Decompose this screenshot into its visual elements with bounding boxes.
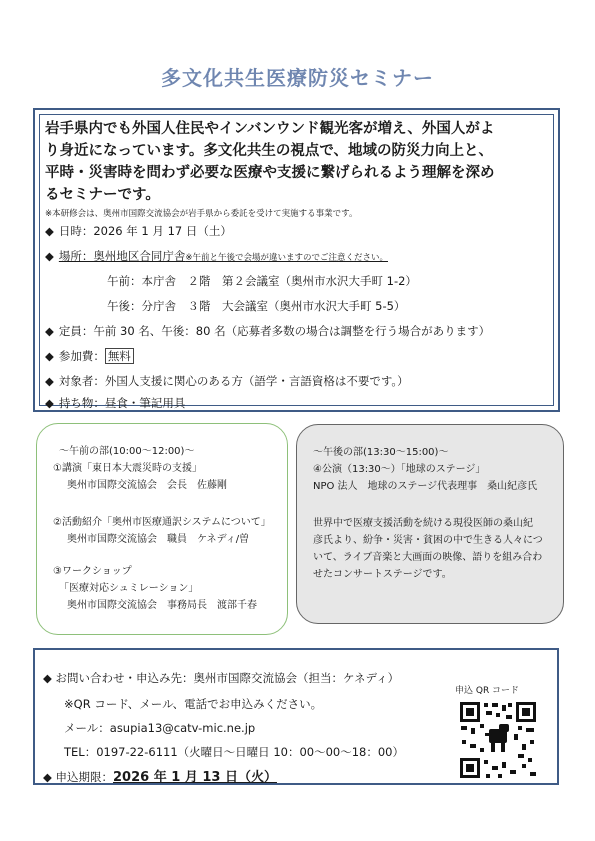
pm-program-4-title: ④公演（13:30～）「地球のステージ」 bbox=[313, 464, 486, 475]
fee-value: 無料 bbox=[105, 348, 134, 364]
place-label: 場所：奥州地区合同庁舎 bbox=[58, 249, 186, 263]
place-note: ※午前と午後で会場が違いますのでご注意ください。 bbox=[185, 253, 388, 263]
diamond-icon: ◆ bbox=[43, 671, 52, 685]
qr-code-label: 申込 QR コード bbox=[455, 686, 520, 696]
target-row bbox=[45, 373, 409, 389]
application-methods: ※QR コード、メール、電話でお申込みください。 bbox=[64, 697, 323, 711]
pm-description-line: 世界中で医療支援活動を続ける現役医師の桑山紀 bbox=[313, 518, 533, 529]
am-program-1-speaker: 奥州市国際交流協会 会長 佐藤剛 bbox=[67, 480, 227, 491]
afternoon-session-box bbox=[296, 424, 564, 624]
deadline-row bbox=[43, 766, 277, 785]
am-program-2-speaker: 奥州市国際交流協会 職員 ケネディ/曽 bbox=[67, 534, 250, 545]
intro-line: り身近になっています。多文化共生の視点で、地域の防災力向上と、 bbox=[45, 143, 494, 159]
am-program-3-title: ③ワークショップ bbox=[53, 566, 132, 577]
deadline-label: 申込期限： bbox=[55, 770, 114, 784]
am-program-1-title: ①講演「東日本大震災時の支援」 bbox=[53, 463, 202, 474]
am-program-3-subtitle: 「医療対応シュミレーション」 bbox=[59, 583, 199, 594]
intro-line: 平時・災害時を問わず必要な医療や支援に繋げられるよう理解を深め bbox=[45, 165, 495, 181]
pm-program-4-speaker: NPO 法人 地球のステージ代表理事 桑山紀彦氏 bbox=[313, 481, 538, 492]
intro-line: るセミナーです。 bbox=[45, 187, 160, 203]
inquiry-text: お問い合わせ・申込み先：奥州市国際交流協会（担当：ケネディ） bbox=[55, 671, 400, 685]
pm-description-line: いて、ライブ音楽と大画面の映像、語りを組み合わ bbox=[313, 552, 543, 563]
intro-text bbox=[45, 118, 555, 206]
am-program-2-title: ②活動紹介「奥州市医療通訳システムについて」 bbox=[53, 517, 271, 528]
fee-row bbox=[45, 348, 134, 364]
intro-line: 岩手県内でも外国人住民やインバンウンド観光客が増え、外国人がよ bbox=[45, 121, 495, 137]
items-text: 持ち物：昼食・筆記用具 bbox=[58, 396, 186, 410]
items-row bbox=[45, 395, 185, 411]
place-row bbox=[45, 248, 388, 264]
pm-description-line: せたコンサートステージです。 bbox=[313, 569, 452, 580]
capacity-row bbox=[45, 323, 490, 339]
diamond-icon: ◆ bbox=[45, 224, 54, 238]
am-heading: ～午前の部(10:00～12:00)～ bbox=[59, 446, 195, 457]
diamond-icon: ◆ bbox=[43, 770, 52, 784]
diamond-icon: ◆ bbox=[45, 349, 54, 363]
diamond-icon: ◆ bbox=[45, 396, 54, 410]
deadline-date: 2026 年 1 月 13 日（火） bbox=[113, 770, 277, 785]
date-row bbox=[45, 223, 232, 239]
commission-note: ※本研修会は、奥州市国際交流協会が岩手県から委託を受けて実施する事業です。 bbox=[45, 209, 358, 219]
morning-session-box bbox=[36, 423, 288, 635]
page-title: 多文化共生医療防災セミナー bbox=[161, 66, 434, 90]
diamond-icon: ◆ bbox=[45, 374, 54, 388]
pm-description-line: 彦氏より、紛争・災害・貧困の中で生きる人々につ bbox=[313, 535, 543, 546]
place-text bbox=[59, 249, 388, 263]
main-info-box bbox=[33, 108, 560, 412]
pm-heading: ～午後の部(13:30～15:00)～ bbox=[313, 447, 449, 458]
fee-label: 参加費： bbox=[58, 349, 105, 363]
diamond-icon: ◆ bbox=[45, 324, 54, 338]
diamond-icon: ◆ bbox=[45, 249, 54, 263]
contact-phone: TEL：0197-22-6111（火曜日～日曜日 10：00～00～18：00） bbox=[64, 745, 404, 759]
target-text: 対象者：外国人支援に関心のある方（語学・言語資格は不要です。） bbox=[58, 374, 409, 388]
inquiry-row bbox=[43, 670, 399, 686]
am-program-3-speaker: 奥州市国際交流協会 事務局長 渡部千春 bbox=[67, 600, 257, 611]
contact-email[interactable]: メール：asupia13@catv-mic.ne.jp bbox=[64, 721, 256, 735]
date-text: 日時：2026 年 1 月 17 日（土） bbox=[58, 224, 232, 238]
pm-venue: 午後：分庁舎 ３階 大会議室（奥州市水沢大手町 5-5） bbox=[107, 299, 406, 313]
capacity-text: 定員：午前 30 名、午後：80 名（応募者多数の場合は調整を行う場合があります） bbox=[58, 324, 491, 338]
qr-code[interactable] bbox=[458, 700, 538, 780]
am-venue: 午前：本庁舎 ２階 第２会議室（奥州市水沢大手町 1-2） bbox=[107, 274, 417, 288]
